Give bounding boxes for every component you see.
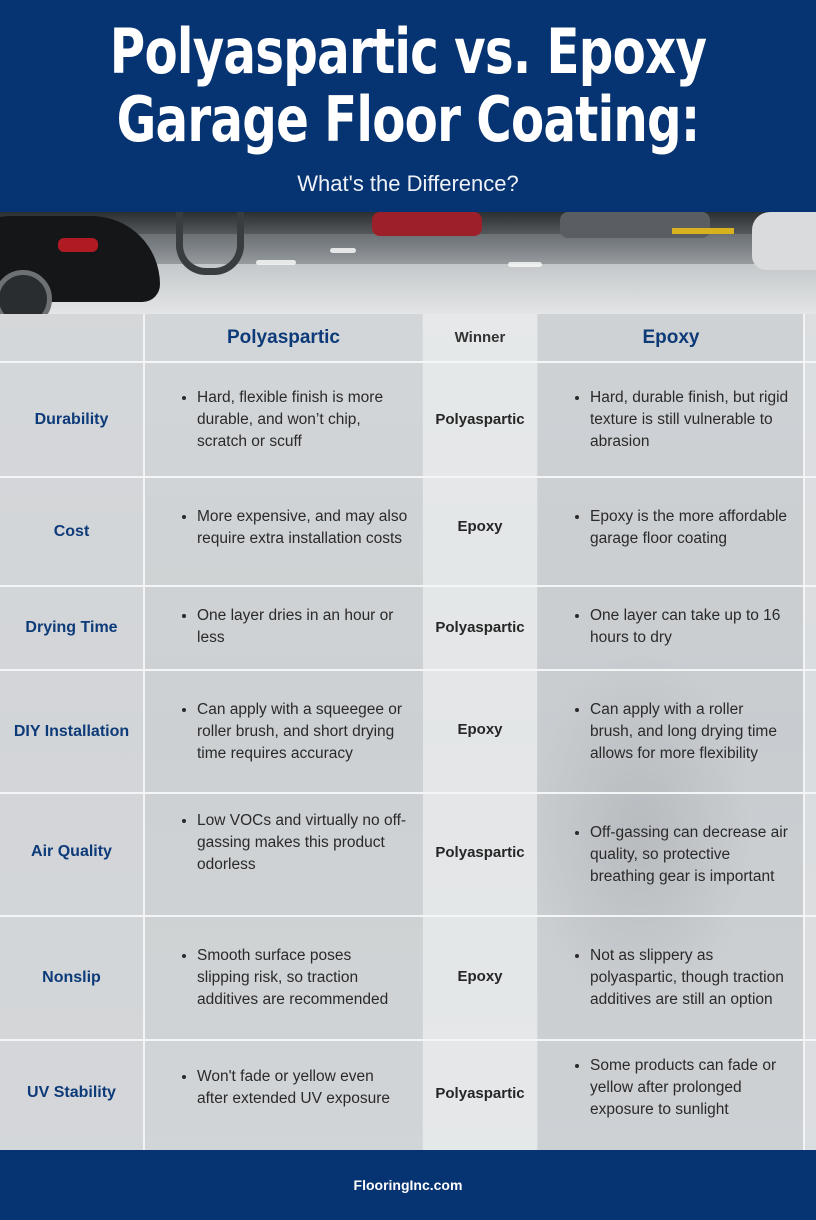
winner-cell: Epoxy [457,518,503,535]
winner-cell: Epoxy [457,720,503,738]
epoxy-point: • Not as slippery as polyaspartic, though traction additives are still an option [590,945,790,1011]
header-banner [0,0,816,212]
winner-cell: Epoxy [457,967,503,985]
polyaspartic-point: • Smooth surface poses slipping risk, so traction additives are recommended [197,945,408,1011]
epoxy-point: • Can apply with a roller brush, and long drying time allows for more flexibility [590,699,790,765]
page-subtitle: What's the Difference? [297,171,519,196]
polyaspartic-cell [145,671,422,792]
photo-white-car [752,212,816,270]
epoxy-point: • Off-gassing can decrease air quality, so protective breathing gear is important [590,822,790,888]
row-category-cost: Cost [53,522,90,540]
title-line-2: Garage Floor Coating: [116,83,700,156]
title-line-1: Polyaspartic vs. Epoxy [109,15,707,88]
column-header-epoxy: Epoxy [642,326,700,348]
epoxy-cell [538,587,804,667]
photo-grey-car [560,212,710,238]
epoxy-point: • Some products can fade or yellow after prolonged exposure to sunlight [590,1055,790,1121]
epoxy-cell [538,478,804,578]
winner-cell: Polyaspartic [435,1084,525,1102]
polyaspartic-cell [145,794,422,892]
photo-hose [176,212,244,275]
polyaspartic-point: • One layer dries in an hour or less [197,605,408,649]
epoxy-point: • Hard, durable finish, but rigid texture is still vulnerable to abrasion [590,387,790,453]
photo-red-car [372,212,482,236]
polyaspartic-point: • Can apply with a squeegee or roller brush, and short drying time requires accuracy [197,699,408,765]
epoxy-cell [538,363,804,476]
photo-reflection [256,260,296,265]
footer-site-name: FlooringInc.com [353,1177,463,1193]
epoxy-cell [538,794,804,915]
winner-cell: Polyaspartic [435,618,525,636]
polyaspartic-cell [145,1041,422,1135]
epoxy-point: • Epoxy is the more affordable garage floor coating [590,506,790,550]
epoxy-cell [538,917,804,1039]
polyaspartic-cell [145,478,422,578]
epoxy-cell [538,1041,804,1135]
epoxy-cell [538,671,804,792]
row-category-diy-installation: DIY Installation [13,722,130,740]
winner-cell: Polyaspartic [435,411,525,428]
polyaspartic-point: • Hard, flexible finish is more durable, and won’t chip, scratch or scuff [197,387,408,453]
photo-reflection [508,262,542,267]
polyaspartic-point: • Low VOCs and virtually no off-gassing makes this product odorless [197,810,408,876]
comparison-table [0,314,816,1150]
row-category-durability: Durability [34,410,109,428]
column-header-winner: Winner [454,329,506,346]
polyaspartic-cell [145,917,422,1039]
winner-cell: Polyaspartic [435,843,525,861]
polyaspartic-point: • More expensive, and may also require extra installation costs [197,506,408,550]
garage-photo [0,212,816,314]
polyaspartic-cell [145,587,422,667]
polyaspartic-cell [145,363,422,476]
footer-banner [0,1150,816,1220]
table-edge [804,314,816,1150]
photo-tail-light [58,238,98,252]
photo-yellow-ramp [672,228,734,234]
epoxy-point: • One layer can take up to 16 hours to dry [590,605,790,649]
photo-reflection [330,248,356,253]
row-category-drying-time: Drying Time [25,619,118,636]
column-header-polyaspartic: Polyaspartic [227,326,340,348]
page-title [90,0,726,154]
row-category-nonslip: Nonslip [42,969,101,986]
row-category-air-quality: Air Quality [31,843,112,860]
polyaspartic-point: • Won't fade or yellow even after extended UV exposure [197,1066,408,1110]
row-category-uv-stability: UV Stability [27,1084,116,1101]
